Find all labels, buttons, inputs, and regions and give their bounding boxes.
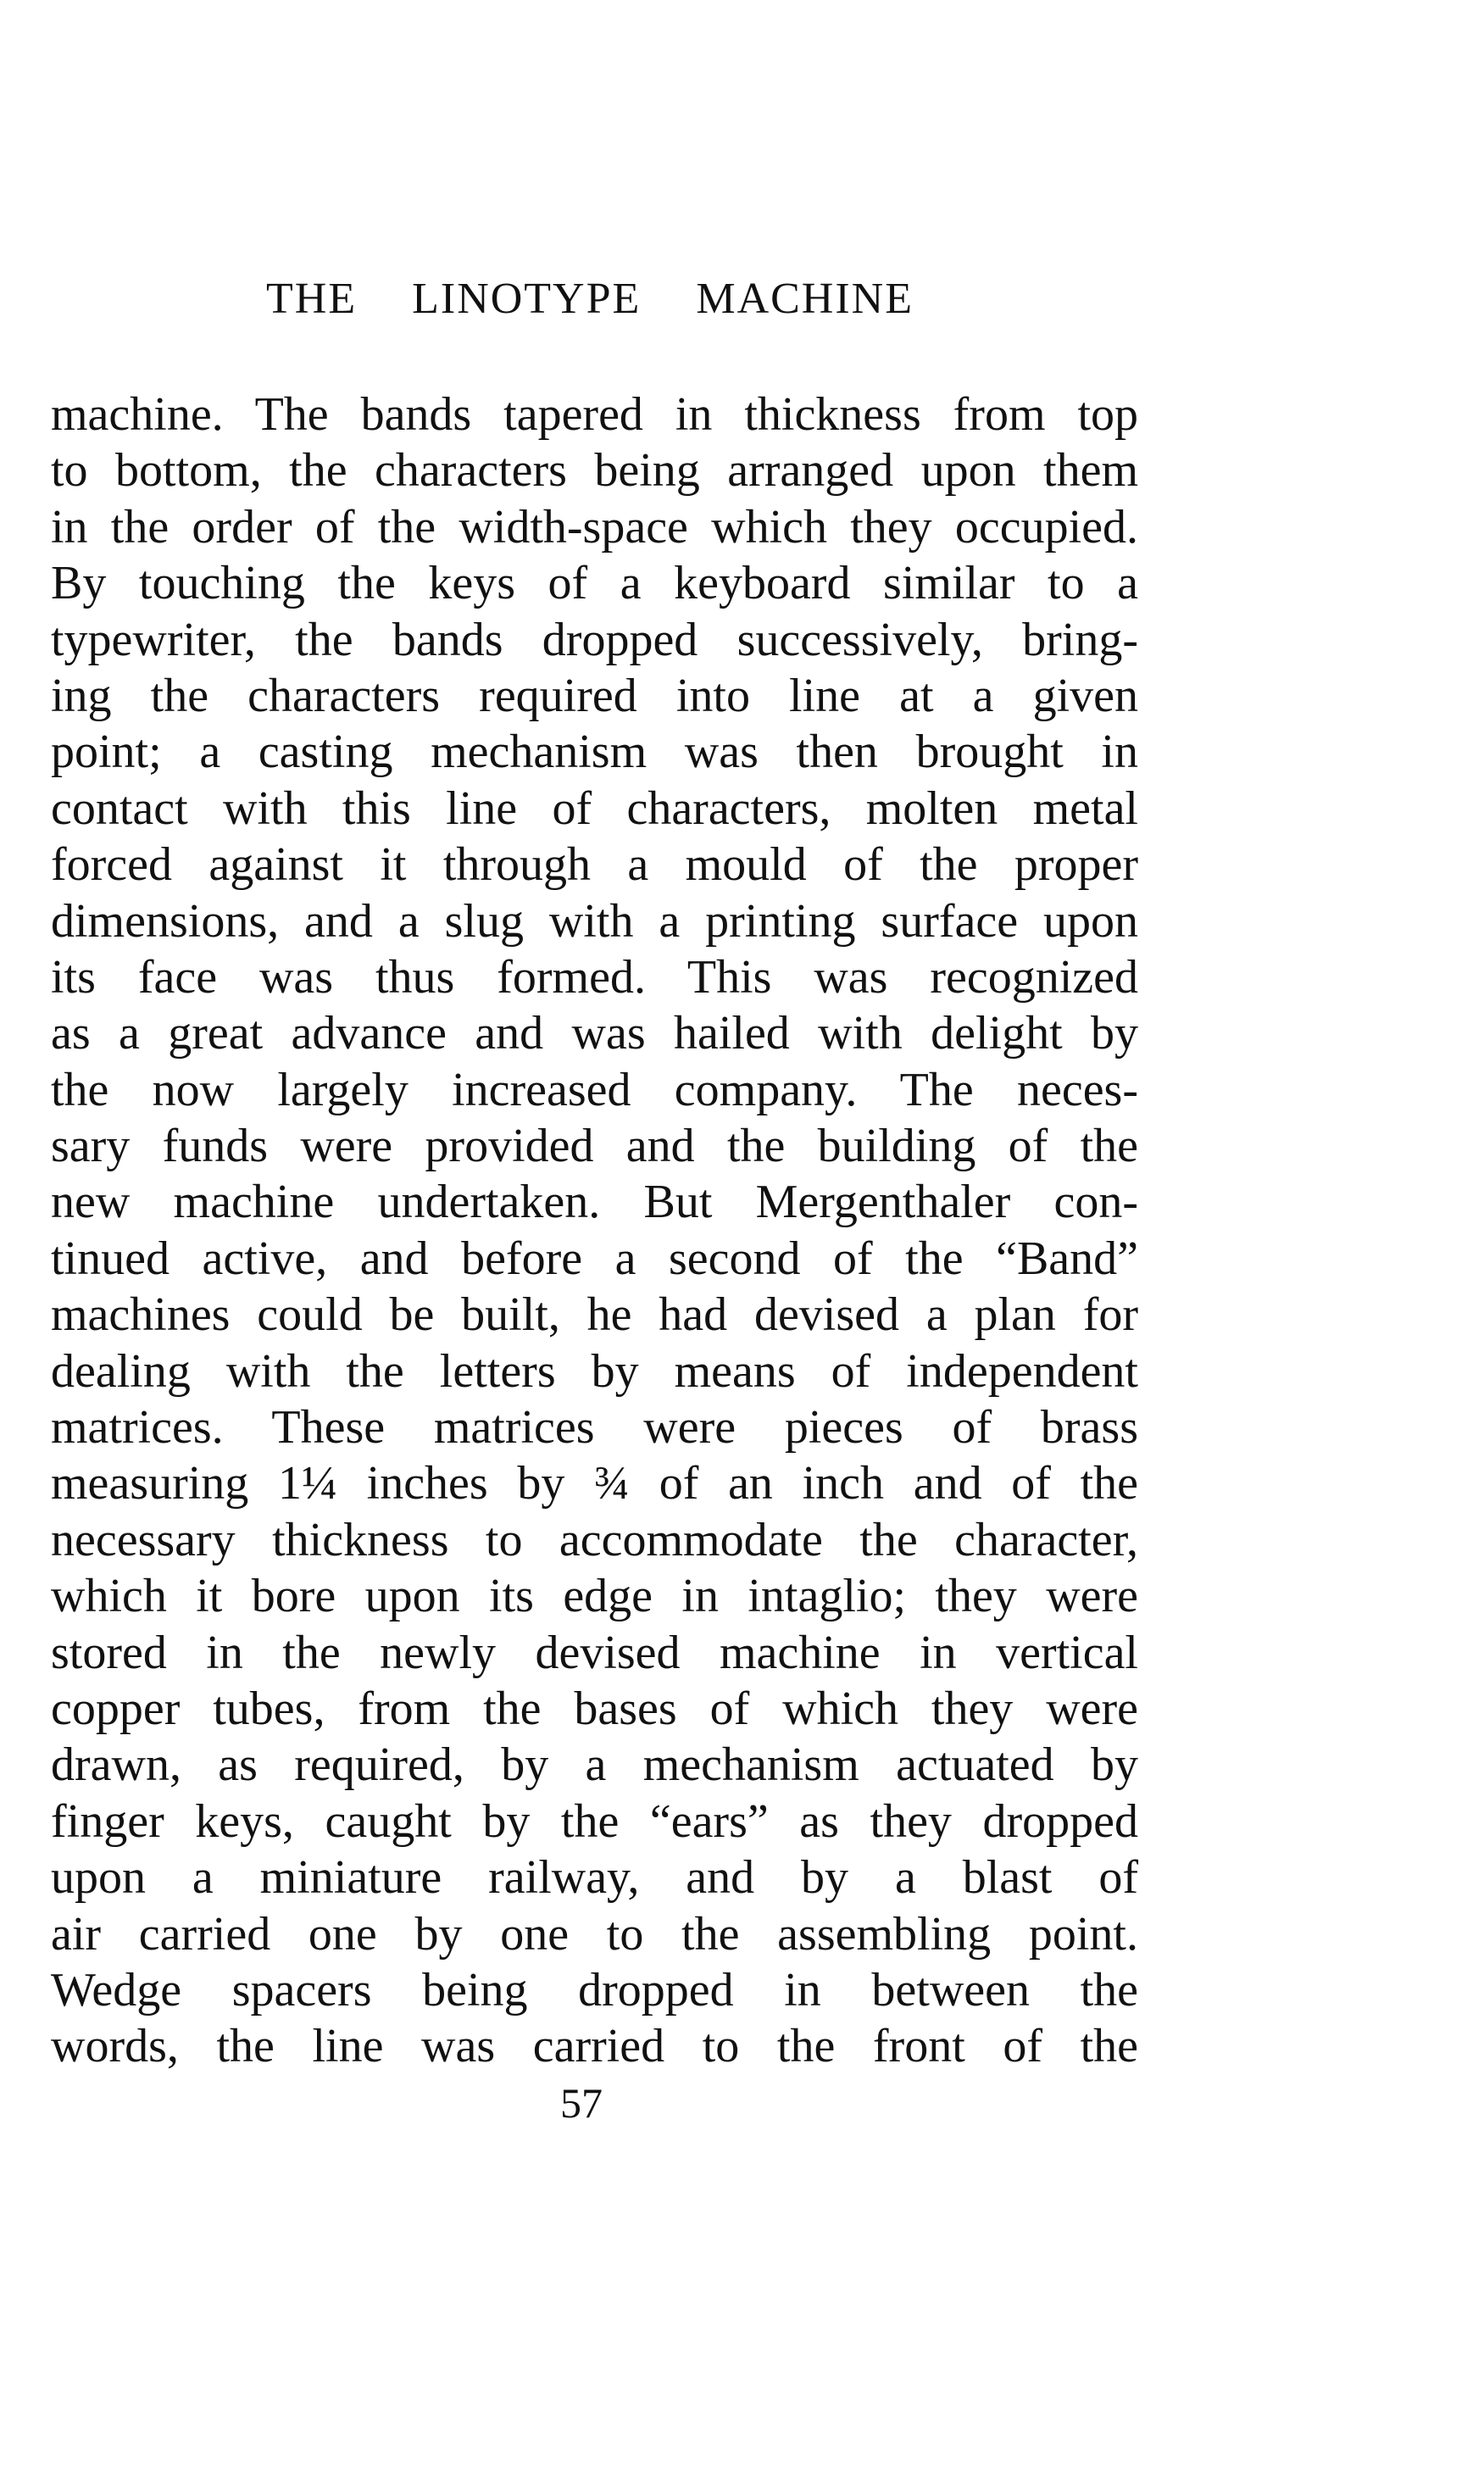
text-line: machine. The bands tapered in thickness from top [51, 388, 1138, 441]
text-line: finger keys, caught by the “ears” as they dropped [51, 1794, 1138, 1848]
text-line: new machine undertaken. But Mergenthaler con- [51, 1176, 1138, 1229]
text-line: words, the line was carried to the front of the [51, 2020, 1138, 2073]
text-line: dealing with the letters by means of independent [51, 1344, 1138, 1398]
text-line: the now largely increased company. The neces- [51, 1063, 1138, 1116]
text-line: as a great advance and was hailed with delight by [51, 1007, 1138, 1060]
text-line: in the order of the width-space which they occupied. [51, 500, 1138, 553]
text-line: upon a miniature railway, and by a blast of [51, 1851, 1138, 1905]
text-line: machines could be built, he had devised a plan for [51, 1288, 1138, 1342]
text-line: air carried one by one to the assembling point. [51, 1907, 1138, 1961]
text-line: tinued active, and before a second of the “Band” [51, 1232, 1138, 1285]
text-line: to bottom, the characters being arranged upon them [51, 444, 1138, 498]
text-line: typewriter, the bands dropped successively, bring- [51, 613, 1138, 666]
page-number: 57 [560, 2079, 603, 2127]
text-line: By touching the keys of a keyboard similar to a [51, 557, 1138, 610]
text-line: measuring 1¼ inches by ¾ of an inch and of the [51, 1457, 1138, 1510]
text-line: contact with this line of characters, molten metal [51, 782, 1138, 835]
text-line: ing the characters required into line at a given [51, 669, 1138, 722]
text-line: which it bore upon its edge in intaglio; they were [51, 1570, 1138, 1623]
text-line: necessary thickness to accommodate the character, [51, 1513, 1138, 1566]
text-line: Wedge spacers being dropped in between the [51, 1963, 1138, 2016]
text-line: sary funds were provided and the building of the [51, 1120, 1138, 1173]
text-line: drawn, as required, by a mechanism actuated by [51, 1738, 1138, 1792]
running-header: THE LINOTYPE MACHINE [266, 275, 914, 323]
text-line: copper tubes, from the bases of which they were [51, 1682, 1138, 1735]
text-line: dimensions, and a slug with a printing surface upon [51, 894, 1138, 948]
text-line: its face was thus formed. This was recognized [51, 950, 1138, 1004]
text-line: point; a casting mechanism was then brought in [51, 726, 1138, 779]
body-text [51, 387, 1138, 2075]
text-line: forced against it through a mould of the proper [51, 838, 1138, 892]
text-line: stored in the newly devised machine in vertical [51, 1626, 1138, 1679]
text-line: matrices. These matrices were pieces of brass [51, 1401, 1138, 1455]
